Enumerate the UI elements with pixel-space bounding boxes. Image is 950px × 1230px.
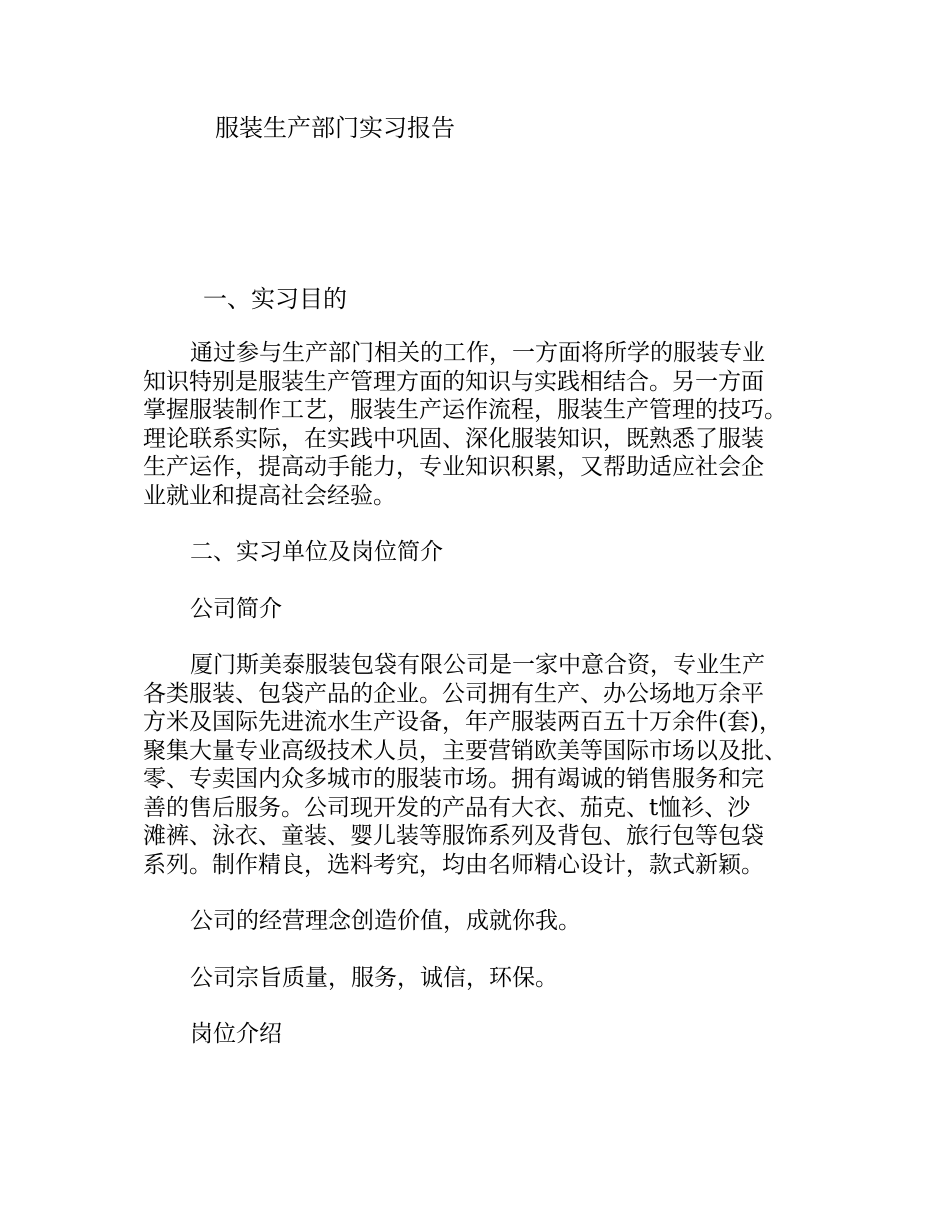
company-intro-heading: 公司简介 [190,596,282,622]
purpose-paragraph [143,339,823,510]
paragraph-line: 善的售后服务。公司现开发的产品有大衣、茄克、t恤衫、沙 [143,794,751,821]
section-heading-company: 二、实习单位及岗位简介 [190,539,443,565]
paragraph-line: 厦门斯美泰服装包袋有限公司是一家中意合资，专业生产 [190,652,765,678]
paragraph-line: 生产运作，提高动手能力，专业知识积累，又帮助适应社会企 [143,454,764,480]
paragraph-line: 系列。制作精良，选料考究，均由名师精心设计，款式新颖。 [143,851,764,878]
position-intro-heading: 岗位介绍 [190,1021,282,1047]
document-title: 服装生产部门实习报告 [215,114,455,142]
section-heading-purpose: 一、实习目的 [203,285,347,313]
company-tenet: 公司宗旨质量，服务，诚信，环保。 [190,965,558,991]
paragraph-line: 方米及国际先进流水生产设备，年产服装两百五十万余件(套)， [143,709,782,735]
company-paragraph [143,651,823,879]
paragraph-line: 通过参与生产部门相关的工作，一方面将所学的服装专业 [190,340,765,366]
company-philosophy: 公司的经营理念创造价值，成就你我。 [190,908,581,934]
paragraph-line: 各类服装、包袋产品的企业。公司拥有生产、办公场地万余平 [143,680,764,707]
paragraph-line: 零、专卖国内众多城市的服装市场。拥有竭诚的销售服务和完 [143,766,764,792]
paragraph-line: 聚集大量专业高级技术人员，主要营销欧美等国际市场以及批、 [143,737,787,764]
paragraph-line: 理论联系实际，在实践中巩固、深化服装知识，既熟悉了服装 [143,425,764,452]
paragraph-line: 掌握服装制作工艺，服装生产运作流程，服装生产管理的技巧。 [143,397,787,423]
paragraph-line: 业就业和提高社会经验。 [143,482,396,509]
paragraph-line: 滩裤、泳衣、童装、婴儿装等服饰系列及背包、旅行包等包袋 [143,823,764,849]
paragraph-line: 知识特别是服装生产管理方面的知识与实践相结合。另一方面 [143,368,764,395]
